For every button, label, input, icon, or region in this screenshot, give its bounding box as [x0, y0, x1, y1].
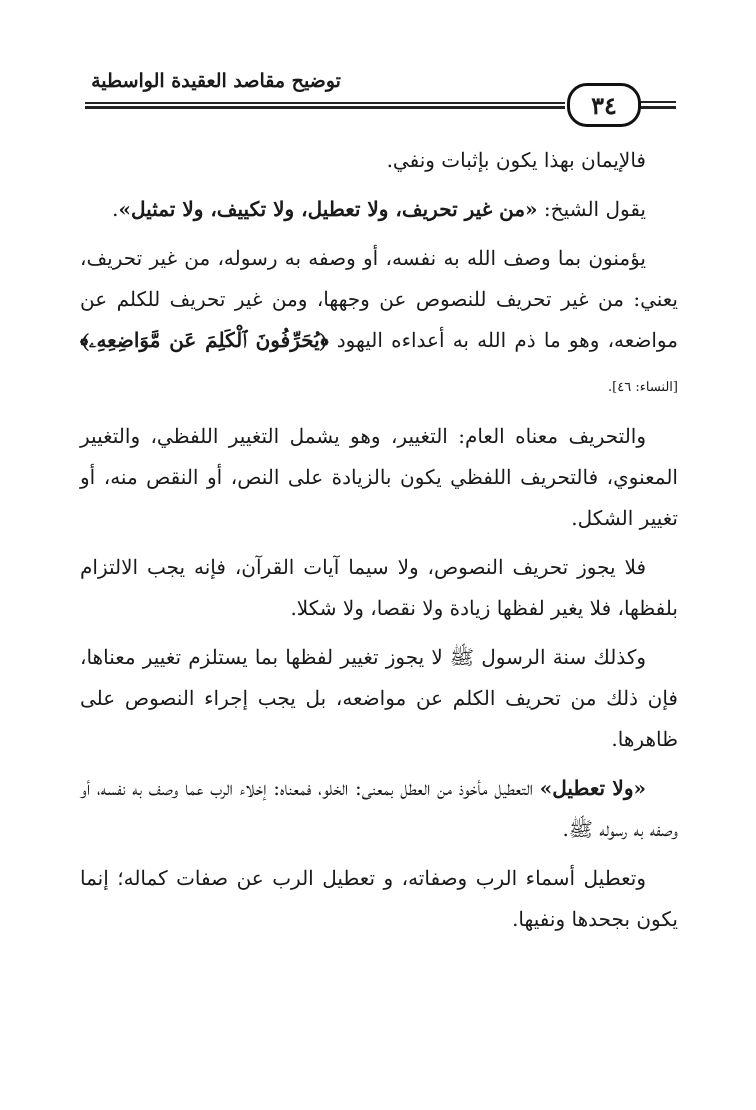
quran-verse: ﴿يُحَرِّفُونَ ٱلْكَلِمَ عَن مَّوَاضِعِهِۦ﴾ [80, 328, 329, 352]
paragraph-2-tail: . [112, 197, 119, 221]
paragraph-8: وتعطيل أسماء الرب وصفاته، و تعطيل الرب عن صفات كماله؛ إنما يكون بجحدها ونفيها. [80, 866, 678, 931]
paragraph-3 [80, 238, 678, 408]
paragraph-2-lead: يقول الشيخ: [537, 197, 646, 221]
page-body [80, 140, 678, 940]
page-number: ٣٤ [567, 83, 641, 127]
running-title: توضيح مقاصد العقيدة الواسطية [91, 70, 341, 92]
paragraph-5: فلا يجوز تحريف النصوص، ولا سيما آيات القرآن، فإنه يجب الالتزام بلفظها، فلا يغير لفظها زيادة ولا نقصا، ولا شكلا. [80, 555, 678, 620]
paragraph-3-text: يؤمنون بما وصف الله به نفسه، أو وصفه به رسوله، من غير تحريف، يعني: من غير تحريف للنصوص عن وجهها، ومن غير تحريف للكلم عن مواضعه، وهو ما ذم الله به أعداءه اليهود [80, 246, 678, 352]
verse-reference: [النساء: ٤٦]. [608, 380, 678, 395]
paragraph-6: وكذلك سنة الرسول ﷺ لا يجوز تغيير لفظها بما يستلزم تغيير معناها، فإن ذلك من تحريف الكلم عن مواضعه، بل يجب إجراء النصوص على ظاهرها. [80, 645, 678, 751]
paragraph-4: والتحريف معناه العام: التغيير، وهو يشمل التغيير اللفظي، والتغيير المعنوي، فالتحريف اللفظي يكون بالزيادة على النص، أو النقص منه، أو تغيير الشكل. [80, 424, 678, 530]
paragraph-7 [80, 768, 678, 850]
paragraph-2-quote: «من غير تحريف، ولا تعطيل، ولا تكييف، ولا تمثيل» [118, 197, 538, 221]
header-rule-thick [85, 106, 565, 109]
paragraph-7-text: التعطيل مأخوذ من العطل بمعنى: الخلو، فمعناه: إخلاء الرب عما وصف به نفسه، أو وصفه به رسوله ﷺ. [80, 776, 678, 841]
paragraph-1: فالإيمان بهذا يكون بإثبات ونفي. [386, 148, 646, 172]
header-rule [85, 102, 565, 104]
paragraph-7-quote: «ولا تعطيل» [539, 776, 646, 800]
header-rule-right [640, 101, 676, 103]
paragraph-2 [80, 189, 678, 230]
page-header [0, 0, 756, 140]
header-rule-right-thick [640, 106, 676, 109]
